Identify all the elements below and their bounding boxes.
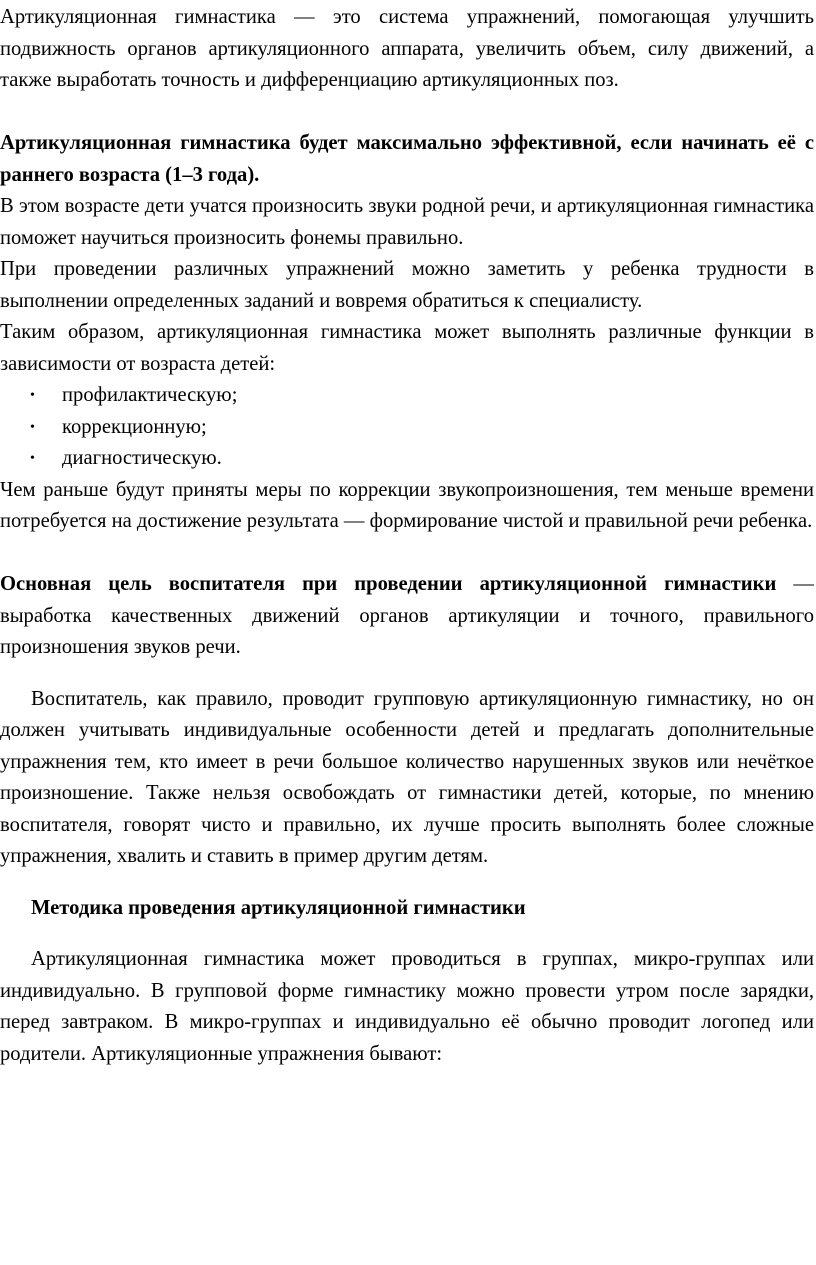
spacer: [0, 924, 814, 944]
goal-bold-text: Основная цель воспитателя при проведении артикуляционной гимнастики: [0, 573, 777, 595]
spacer: [0, 97, 814, 129]
goal-paragraph: [0, 569, 814, 664]
bullet-icon: •: [30, 419, 35, 435]
list-item: [0, 443, 814, 475]
spacer: [0, 873, 814, 893]
intro-paragraph: Артикуляционная гимнастика — это система упражнений, помогающая улучшить подвижность органов артикуляционного аппарата, увеличить объем, силу движений, а также выработать точность и дифференциацию артикуляционных поз.: [0, 6, 814, 91]
bullet-icon: •: [30, 388, 35, 403]
list-item: [0, 380, 814, 412]
functions-list: [0, 380, 814, 475]
goal-rest-text: — выработка качественных движений органов артикуляции и точного, правильного произношения звуков речи.: [0, 573, 814, 658]
teacher-paragraph: Воспитатель, как правило, проводит групповую артикуляционную гимнастику, но он должен учитывать индивидуальные особенности детей и предлагать дополнительные упражнения тем, кто имеет в речи большое количество нарушенных звуков или нечёткое произношение. Также нельзя освобождать от гимнастики детей, которые, по мнению воспитателя, говорят чисто и правильно, их лучше просить выполнять более сложные упражнения, хвалить и ставить в пример другим детям.: [0, 687, 814, 867]
spacer: [0, 664, 814, 684]
list-item: [0, 412, 814, 444]
age-paragraph-4: Чем раньше будут приняты меры по коррекции звукопроизношения, тем меньше времени потребуется на достижение результата — формирование чистой и правильной речи ребенка.: [0, 478, 814, 532]
method-paragraph: Артикуляционная гимнастика может проводиться в группах, микро-группах или индивидуально. В групповой форме гимнастику можно провести утром после зарядки, перед завтраком. В микро-группах и индивидуально её обычно проводит логопед или родители. Артикуляционные упражнения бывают:: [0, 948, 814, 1065]
list-item-text: диагностическую.: [62, 447, 222, 469]
method-heading: Методика проведения артикуляционной гимнастики: [31, 896, 526, 919]
age-paragraph-1: В этом возрасте дети учатся произносить звуки родной речи, и артикуляционная гимнастика поможет научиться произносить фонемы правильно.: [0, 195, 814, 249]
list-item-text: профилактическую;: [62, 384, 238, 406]
spacer: [0, 538, 814, 570]
bullet-icon: •: [30, 451, 35, 466]
age-paragraph-2: При проведении различных упражнений можно заметить у ребенка трудности в выполнении определенных заданий и вовремя обратиться к специалисту.: [0, 258, 814, 312]
age-heading: Артикуляционная гимнастика будет максимально эффективной, если начинать её с раннего возраста (1–3 года).: [0, 132, 814, 186]
list-item-text: коррекционную;: [62, 415, 207, 438]
age-paragraph-3: Таким образом, артикуляционная гимнастика может выполнять различные функции в зависимости от возраста детей:: [0, 321, 814, 375]
